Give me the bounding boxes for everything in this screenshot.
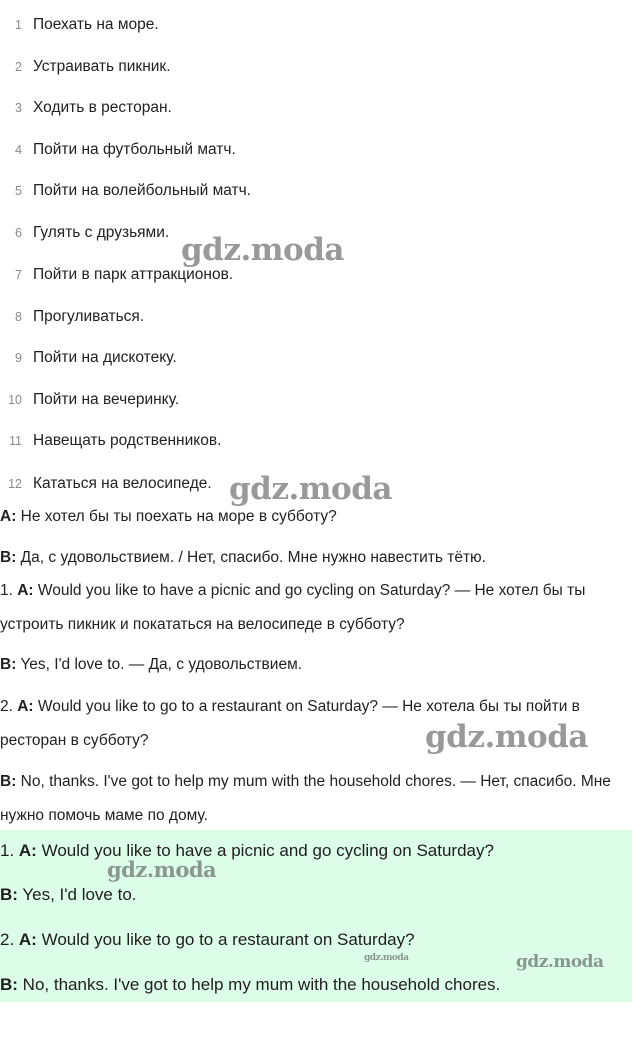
translation-text: No, thanks. I've got to help my mum with the household chores. — Нет, спасибо. Мне нужно помочь маме по дому. [0,773,611,824]
item-number: 5 [15,184,22,198]
item-number: 2 [15,60,22,74]
item-prefix: 2. [0,698,18,715]
speaker-label: A: [17,582,34,599]
item-text: Поехать на море. [33,16,159,33]
answer-box [0,830,632,1002]
item-number: 7 [15,268,22,282]
item-number: 8 [15,310,22,324]
translation-b-2 [0,765,632,833]
item-prefix: 1. [0,841,19,860]
translation-text: Would you like to go to a restaurant on Saturday? — Не хотела бы ты пойти в ресторан в субботу? [0,698,580,749]
speaker-label: A: [18,841,37,860]
speaker-label: B: [0,975,18,994]
item-text: Пойти на вечеринку. [33,391,180,408]
item-number: 9 [15,351,22,365]
item-text: Навещать родственников. [33,432,222,449]
item-text: Прогуливаться. [33,308,145,325]
translation-a-1 [0,574,632,642]
item-number: 11 [9,434,22,448]
item-text: Гулять с друзьями. [33,224,170,241]
item-prefix: 2. [0,930,19,949]
item-number: 12 [8,477,22,491]
translation-b-1 [0,648,632,682]
item-number: 1 [15,18,22,32]
item-text: Кататься на велосипеде. [33,475,212,492]
speaker-label: B: [0,656,17,673]
answer-text: Yes, I'd love to. [17,885,137,904]
item-text: Пойти на дискотеку. [33,349,177,366]
answer-line-b-1 [0,883,137,907]
item-number: 3 [15,101,22,115]
answer-line-b-2 [0,973,500,997]
dialogue-line-b [0,541,632,575]
answer-text: No, thanks. I've got to help my mum with the household chores. [17,975,501,994]
watermark-logo: gdz.moda [425,719,588,755]
speaker-label: B: [0,773,17,790]
speaker-label: A: [0,508,17,525]
speaker-label: A: [17,698,34,715]
dialogue-text: Не хотел бы ты поехать на море в субботу? [16,508,337,525]
item-text: Пойти в парк аттракционов. [33,266,234,283]
item-number: 6 [15,226,22,240]
item-text: Пойти на волейбольный матч. [33,182,251,199]
watermark-logo: gdz.moda [107,857,217,882]
answer-line-a-1 [0,839,494,863]
dialogue-text: Да, с удовольствием. / Нет, спасибо. Мне нужно навестить тётю. [16,549,486,566]
item-prefix: 1. [0,582,18,599]
speaker-label: B: [0,549,17,566]
translation-text: Would you like to have a picnic and go cycling on Saturday? — Не хотел бы ты устроить пикник и покататься на велосипеде в субботу? [0,582,586,633]
item-number: 10 [8,393,22,407]
watermark-logo: gdz.moda [181,232,344,268]
item-text: Устраивать пикник. [33,58,171,75]
watermark-logo: gdz.moda [364,953,409,963]
item-text: Пойти на футбольный матч. [33,141,236,158]
item-text: Ходить в ресторан. [33,99,172,116]
translation-text: Yes, I'd love to. — Да, с удовольствием. [16,656,303,673]
watermark-logo: gdz.moda [229,471,392,507]
answer-text: Would you like to have a picnic and go cycling on Saturday? [36,841,494,860]
speaker-label: B: [0,885,18,904]
item-number: 4 [15,143,22,157]
answer-line-a-2 [0,928,415,952]
speaker-label: A: [18,930,37,949]
answer-text: Would you like to go to a restaurant on Saturday? [36,930,415,949]
watermark-logo: gdz.moda [516,952,604,972]
